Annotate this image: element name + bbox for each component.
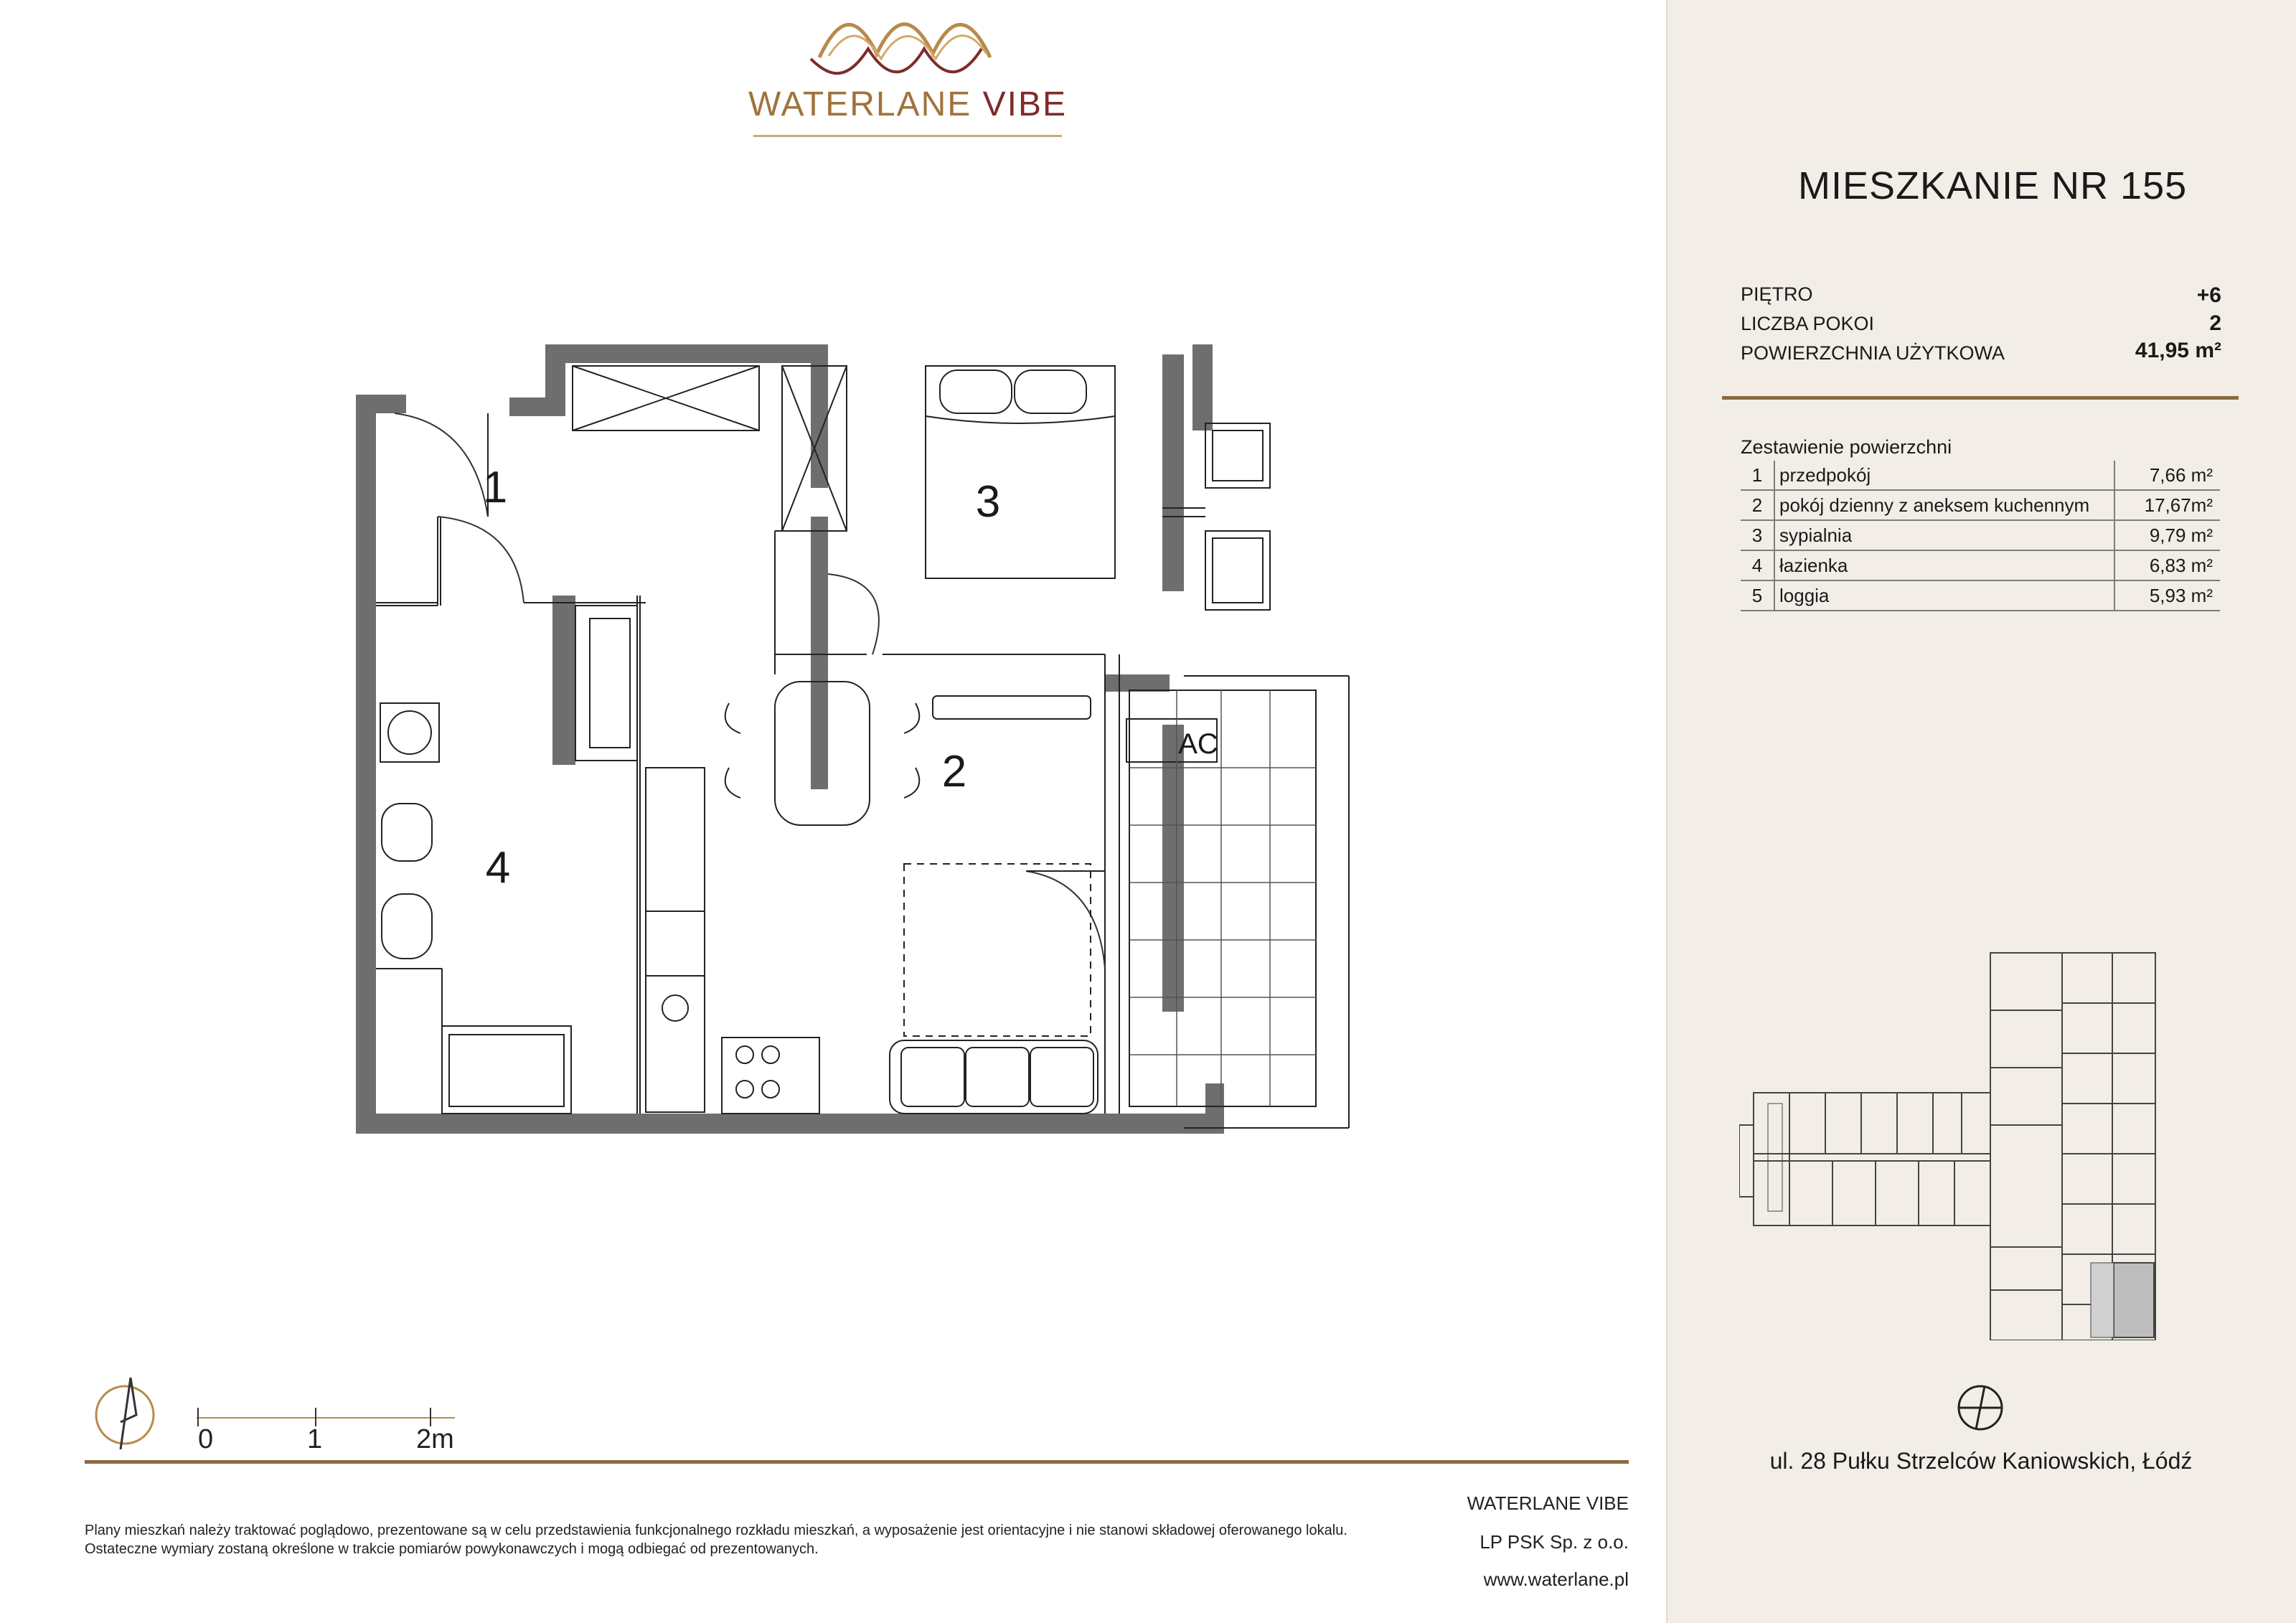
disclaimer-line-1: Plany mieszkań należy traktować poglądowo, prezentowane są w celu przedstawienia funkcjonalnego rozkładu mieszkań, a wyposażenie jest orientacyjne i nie stanowi składowej oferowanego lokalu. xyxy=(85,1523,1347,1538)
table-row xyxy=(1741,490,2220,520)
footer-divider xyxy=(85,1460,1629,1464)
company-entity: LP PSK Sp. z o.o. xyxy=(1479,1531,1629,1553)
apartment-highlight xyxy=(2114,1263,2154,1337)
brand-word-2: VIBE xyxy=(982,85,1068,123)
disclaimer-line-2: Ostateczne wymiary zostaną określone w trakcie pomiarów powykonawczych i mogą odbiegać od prezentowanych. xyxy=(85,1541,819,1557)
room-number-3: 3 xyxy=(975,477,1001,527)
table-row xyxy=(1741,520,2220,550)
row-area: 6,83 m² xyxy=(2114,550,2220,580)
row-area: 9,79 m² xyxy=(2114,520,2220,550)
row-room-name: przedpokój xyxy=(1774,461,2114,490)
info-panel xyxy=(1666,0,2296,1623)
table-row xyxy=(1741,550,2220,580)
row-area: 17,67m² xyxy=(2114,490,2220,520)
row-number: 3 xyxy=(1741,520,1774,550)
company-name: WATERLANE VIBE xyxy=(1467,1492,1629,1514)
building-key-plan xyxy=(1739,946,2227,1340)
row-room-name: pokój dzienny z aneksem kuchennym xyxy=(1774,490,2114,520)
row-number: 1 xyxy=(1741,461,1774,490)
apartment-title: MIESZKANIE NR 155 xyxy=(1798,164,2188,207)
row-number: 5 xyxy=(1741,580,1774,611)
area-value: 41,95 m² xyxy=(2135,339,2221,362)
area-label: POWIERZCHNIA UŻYTKOWA xyxy=(1741,342,2005,364)
address: ul. 28 Pułku Strzelców Kaniowskich, Łódź xyxy=(1769,1448,2193,1474)
row-room-name: łazienka xyxy=(1774,550,2114,580)
rooms-value: 2 xyxy=(2209,311,2221,335)
logo-underline xyxy=(753,135,1062,137)
room-number-1: 1 xyxy=(482,463,508,512)
area-table xyxy=(1741,461,2220,611)
room-number-4: 4 xyxy=(485,843,511,893)
scale-label-1: 1 xyxy=(307,1424,323,1454)
row-number: 4 xyxy=(1741,550,1774,580)
row-room-name: loggia xyxy=(1774,580,2114,611)
north-arrow-icon xyxy=(89,1372,161,1451)
brand-word-1: WATERLANE xyxy=(748,85,972,123)
ac-label: AC xyxy=(1178,728,1218,760)
scale-label-0: 0 xyxy=(198,1424,214,1454)
compass-icon xyxy=(1956,1383,2005,1432)
wave-logo-icon xyxy=(739,14,1076,86)
table-row xyxy=(1741,580,2220,611)
floor-label: PIĘTRO xyxy=(1741,283,1813,305)
row-room-name: sypialnia xyxy=(1774,520,2114,550)
company-website[interactable]: www.waterlane.pl xyxy=(1483,1568,1629,1590)
info-divider xyxy=(1722,396,2239,400)
floor-plan xyxy=(344,337,1363,1170)
row-number: 2 xyxy=(1741,490,1774,520)
table-row xyxy=(1741,461,2220,490)
brand-wordmark xyxy=(739,85,1076,124)
disclaimer xyxy=(85,1521,1448,1558)
room-number-2: 2 xyxy=(941,747,967,796)
row-area: 7,66 m² xyxy=(2114,461,2220,490)
rooms-label: LICZBA POKOI xyxy=(1741,313,1875,334)
area-table-title: Zestawienie powierzchni xyxy=(1741,436,1952,458)
row-area: 5,93 m² xyxy=(2114,580,2220,611)
brand-logo xyxy=(739,14,1076,151)
floor-value: +6 xyxy=(2196,283,2221,307)
scale-label-2: 2m xyxy=(416,1424,454,1454)
